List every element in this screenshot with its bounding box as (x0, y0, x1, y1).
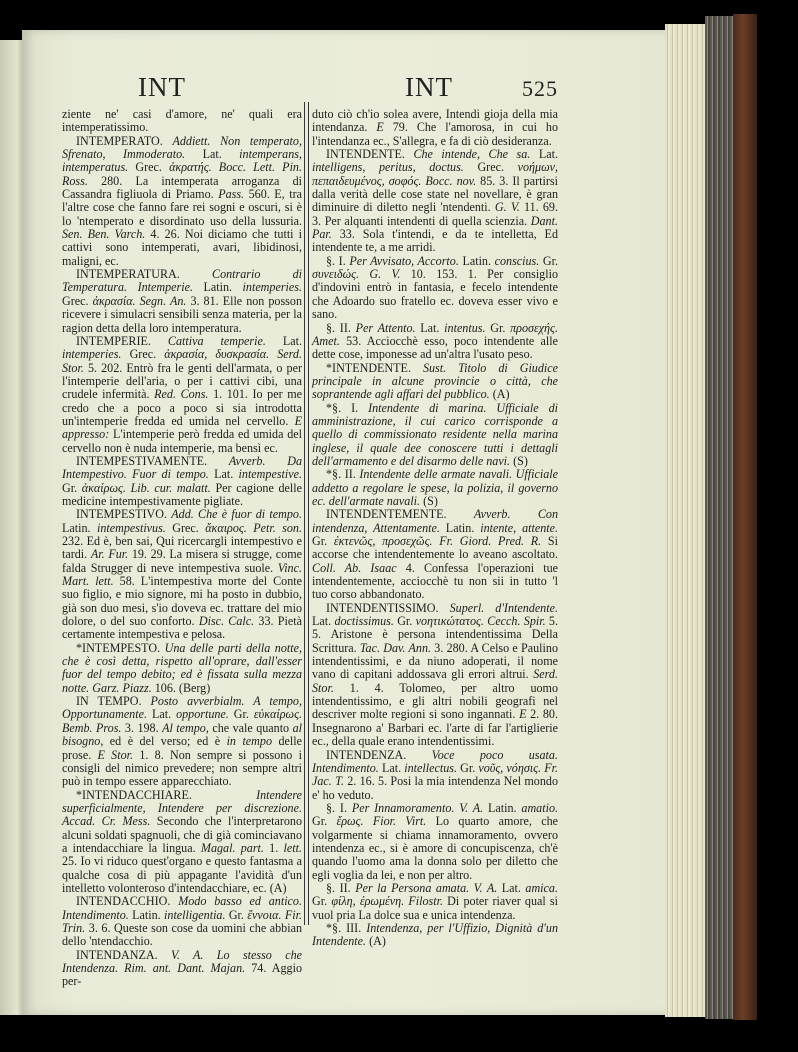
roman-text: *§. III. (326, 920, 367, 935)
roman-text: 232. Ed è, ben sai, Qui ricercargli intempestivo e tardi. (62, 534, 302, 562)
dictionary-entry (312, 802, 558, 882)
roman-text: (S) (420, 493, 438, 508)
italic-text: ἄκαιρος. Petr. son. (205, 520, 302, 535)
italic-text: E (376, 120, 384, 135)
page-number: 525 (522, 76, 558, 101)
dictionary-entry (312, 362, 558, 402)
italic-text: Intendente delle armate navali. Ufficiale addetto a regolare le spese, la polizia, il governo ec. dell'armate navali. (312, 467, 558, 508)
italic-text: amica. (525, 880, 558, 895)
italic-text: intempestivus. (96, 520, 166, 535)
dictionary-entry (62, 642, 302, 695)
dictionary-entry (62, 508, 302, 641)
roman-text: Lat. (497, 880, 526, 895)
dictionary-entry (62, 268, 302, 335)
roman-text: §. I. (326, 800, 352, 815)
italic-text: ἀκαίρως. Lib. cur. malatt. (81, 480, 211, 495)
roman-text: Lat. (378, 760, 405, 775)
italic-text: Addiett. Non temperato, Sfrenato, Immoderato. (62, 133, 302, 162)
roman-text: 3. 280. A Celso e Paulino intendentissimi, e da niuno adoperati, il nome vano di capitani addossava gli errori altrui. (312, 640, 558, 682)
italic-text: ἔννοια. Fir. Trin. (62, 907, 302, 935)
roman-text: 3. 198. (121, 720, 163, 735)
italic-text: Una delle parti della notte, che è così detta, rispetto all'oprare, dall'esser fuor del tempo debito; ed è fissata sulla mezza notte. Garz. Piazz. (62, 640, 302, 695)
roman-text: (A) (489, 387, 510, 402)
italic-text: Che intende, Che sa. (413, 147, 531, 162)
dictionary-entry (312, 468, 558, 508)
italic-text: Red. Cons. (154, 387, 209, 402)
roman-text: *INTEMPESTO. (76, 640, 165, 655)
dictionary-entry (62, 789, 302, 896)
previous-page-edge (0, 40, 24, 1015)
italic-text: Cattiva temperie. (167, 333, 266, 348)
italic-text: Contrario di Temperatura. Intemperie. (62, 267, 302, 295)
dictionary-entry (312, 882, 558, 922)
right-column (312, 108, 558, 949)
roman-text: Gr. (539, 253, 559, 268)
roman-text: 33. Pietà certamente intempestiva e pelosa. (62, 614, 302, 642)
roman-text: *§. I. (326, 400, 369, 415)
italic-text: opportune. (176, 707, 229, 722)
roman-text: Secondo che l'interpretarono alcuni soldati spagnuoli, che di già cominciavano a intendacchiare la lingua. (62, 814, 302, 855)
italic-text: νοήμων, πεπαιδευμένος, σοφός. Bocc. nov. (312, 160, 558, 188)
italic-text: Per la Persona amata. V. A. (355, 880, 498, 895)
italic-text: Per Attento. (355, 320, 416, 335)
dictionary-entry (312, 255, 558, 322)
italic-text: E (519, 707, 527, 722)
roman-text: 1. 101. Io per me credo che a poco a poco si sia introdotta un'intemperie fredda ed umida nel cervello. (62, 387, 302, 428)
roman-text: Grec. (165, 520, 206, 535)
roman-text: 5. 5. Aristone è persona intendentissima Della Scrittura. (312, 614, 558, 655)
roman-text: 106. (Berg) (151, 680, 211, 695)
roman-text: duto ciò ch'io solea avere, Intendi gioja della mia intendanza. (312, 107, 558, 135)
italic-text: Sust. Titolo di Giudice principale in alcune provincie o città, che soprantende agli affari del pubblico. (312, 360, 558, 402)
italic-text: Vinc. Mart. lett. (62, 560, 302, 589)
italic-text: φίλη, ἐρωμένη. Filostr. (331, 894, 443, 909)
roman-text: *INTENDACCHIARE. (76, 787, 257, 802)
roman-text: 2. 16. 5. Posi la mia intendenza Nel mondo e' ho veduto. (312, 774, 558, 802)
italic-text: Dant. Par. (312, 213, 558, 242)
roman-text: 33. Sola t'intendi, e da te intelletta, Ed intendente te, a me arridi. (312, 227, 558, 255)
italic-text: Avverb. Da Intempestivo. Fuor di tempo. (62, 453, 302, 482)
roman-text: INTENDANZA. (76, 947, 171, 962)
roman-text: Grec. (62, 293, 93, 308)
italic-text: Magal. part. (200, 840, 264, 855)
dictionary-entry (62, 895, 302, 948)
roman-text: INTENDACCHIO. (76, 894, 179, 909)
left-running-head: INT (138, 72, 186, 102)
italic-text: Posto avverbialm. A tempo, Opportunamente. (62, 694, 302, 722)
dictionary-entry (312, 749, 558, 802)
italic-text: Disc. Calc. (198, 614, 255, 629)
roman-text: 4. Confessa l'operazioni tue intendentemente, acciocchè tu non sii in tutto 'l tuo corso abbandonato. (312, 560, 558, 602)
roman-text: Per cagione delle medicine intempestivamente pigliate. (62, 480, 302, 508)
italic-text: εὐκαίρως. Bemb. Pros. (62, 707, 302, 735)
page-edges-dark (705, 16, 735, 1019)
roman-text: 560. E, tra l'altre cose che fanno fare rei sogni e oscuri, si è lo 'ntemperato e disordinato uso della lussuria. (62, 187, 302, 228)
italic-text: intentus. (444, 320, 486, 335)
left-column (62, 108, 302, 989)
italic-text: intemperies. (242, 280, 302, 295)
italic-text: in tempo (226, 734, 272, 749)
roman-text: INTENDENZA. (326, 747, 432, 762)
dictionary-entry (62, 108, 302, 135)
italic-text: doctissimus. (334, 614, 394, 629)
roman-text: *INTENDENTE. (326, 360, 423, 375)
italic-text: intemperies. (62, 347, 122, 362)
italic-text: intellectus. (404, 760, 457, 775)
roman-text: INTENDENTISSIMO. (326, 600, 450, 615)
column-divider (304, 102, 309, 925)
roman-text: Gr. (312, 534, 334, 548)
italic-text: ἀκρατής. Bocc. Lett. Pin. Ross. (62, 160, 302, 188)
italic-text: G. V. (494, 200, 520, 215)
roman-text: 1. 8. Non sempre si possono i consigli del nimico prevedere; non sempre altri può in tempo essere apparecchiato. (62, 747, 302, 789)
dictionary-entry (62, 455, 302, 508)
dictionary-entry (62, 949, 302, 989)
dictionary-entry (312, 322, 558, 362)
roman-text: Gr. (225, 907, 248, 922)
roman-text: che vale quanto (208, 720, 293, 735)
roman-text: 4. 26. Noi diciamo che tutti i cattivi sono intemperati, avari, libidinosi, maligni, ec. (62, 227, 303, 268)
italic-text: Intendente di marina. Ufficiale di amministrazione, il cui carico corrisponde a quello di commissionato residente nella marina inglese, il quale dee conoscere tutti i dettagli dell'armamento e del disarmo delle navi. (312, 400, 559, 468)
italic-text: intelligens, peritus, doctus. (312, 160, 464, 175)
italic-text: ἔρως. Fior. Virt. (336, 814, 427, 829)
roman-text: 2. 80. Insegnarono a' Barbari ec. l'arte di far l'artiglierie ec., della quale erano intendentissimi. (312, 707, 558, 749)
roman-text: Gr. (62, 480, 82, 495)
italic-text: Serd. Stor. (312, 667, 558, 695)
roman-text: 280. La intemperata arroganza di Cassandra figliuola di Priamo. (62, 173, 302, 202)
italic-text: Per Avvisato, Accorto. (349, 253, 459, 268)
roman-text: INTENDENTEMENTE. (326, 507, 474, 522)
italic-text: Modo basso ed antico. Intendimento. (62, 894, 302, 922)
roman-text: Latin. (458, 253, 495, 268)
italic-text: προσεχής. Amet. (312, 320, 558, 348)
italic-text: Intendenza, per l'Uffizio, Dignità d'un Intendente. (312, 920, 558, 949)
roman-text: Gr. (457, 760, 479, 775)
roman-text: Gr. (393, 614, 416, 629)
dictionary-entry (62, 695, 302, 788)
italic-text: ἀκρασία. Segn. An. (92, 293, 187, 308)
roman-text: INTENDENTE. (326, 147, 414, 162)
roman-text: Grec. (121, 347, 165, 362)
italic-text: Per Innamoramento. V. A. (351, 800, 484, 815)
dictionary-entry (312, 402, 558, 469)
roman-text: Lat. (415, 320, 445, 335)
dictionary-entry (312, 108, 558, 148)
roman-text: 3. 81. Elle non posson ricevere i simulacri sensibili senza materia, per la ragion detta della loro intemperatura. (62, 293, 302, 335)
roman-text: 5. 202. Entrò fra le genti dell'armata, o per l'intemperie dell'aria, o per i cattivi cibi, una crudele infermità. (62, 360, 302, 402)
roman-text: 1. (263, 840, 284, 855)
italic-text: Tac. Dav. Ann. (359, 640, 432, 655)
roman-text: 10. 153. 1. Per consiglio d'indovini entrò in fantasia, e fecelo intendente che Adoardo suo fratello ec. doveva esser vivo e sano. (312, 267, 558, 322)
roman-text: Grec. (128, 160, 170, 175)
roman-text: Si accorse che intendentemente lo aveano ascoltato. (312, 534, 559, 562)
roman-text: INTEMPESTIVO. (76, 507, 172, 522)
roman-text: Lat. (208, 467, 239, 482)
italic-text: intelligentia. (164, 907, 226, 922)
italic-text: Voce poco usata. Intendimento. (312, 747, 558, 775)
roman-text: 53. Acciocchè esso, poco intendente alle dette cose, imponesse ad un'altra l'usato peso. (312, 333, 558, 362)
italic-text: συνειδώς. G. V. (312, 267, 401, 282)
roman-text: Latin. (128, 907, 165, 922)
italic-text: Ar. Fur. (90, 547, 129, 562)
roman-text: Gr. (312, 894, 332, 909)
italic-text: Coll. Ab. Isaac (312, 560, 397, 575)
roman-text: (A) (366, 934, 386, 949)
italic-text: Superl. d'Intendente. (449, 600, 558, 615)
dictionary-entry (62, 135, 302, 268)
roman-text: ziente ne' casi d'amore, ne' quali era intemperatissimo. (62, 107, 302, 135)
dictionary-entry (312, 922, 558, 949)
roman-text: Lat. (185, 147, 240, 162)
roman-text: 74. Aggio per- (62, 961, 302, 989)
roman-text: Latin. (62, 520, 97, 535)
italic-text: intempestive. (238, 467, 302, 482)
italic-text: ἐκτενῶς, προσεχῶς. Fr. Giord. Pred. R. (333, 534, 542, 548)
roman-text: §. II. (326, 880, 356, 895)
right-running-head: INT (405, 72, 453, 102)
roman-text: 79. Che l'amorosa, in cui ho l'intendanza ec., S'allegra, e fa di ciò desideranza. (312, 120, 558, 148)
italic-text: V. A. Lo stesso che Intendenza. Rim. ant. Dant. Majan. (62, 947, 302, 975)
dictionary-entry (312, 508, 558, 601)
roman-text: 1. 4. Tolomeo, per altro uomo intendentissimo, e gli altri nobili geografi nel descriver molte regioni si sono ingannati. (312, 680, 558, 722)
roman-text: 58. L'intempestiva morte del Conte suo figlio, e mio signore, mi ha posto in dubbio, già son duo mesi, s'io doveva ec. trattare del mio dolore, o del suo conforto. (62, 574, 302, 629)
italic-text: al bisogno (62, 720, 302, 749)
dictionary-entry (312, 148, 558, 255)
roman-text: 25. Io vi riduco quest'organo e questo fantasma a qualche cosa di più appagante l'avidità d'un intelletto volonteroso d'intendacchiare, ec. (A) (62, 854, 302, 895)
roman-text: , ed è del verso; ed è (100, 734, 227, 749)
dictionary-entry (62, 335, 302, 455)
roman-text: Lat. (312, 614, 335, 629)
roman-text: 3. 6. Queste son cose da uomini che abbian dello 'ntendacchio. (62, 920, 302, 949)
roman-text: Lat. (265, 333, 302, 348)
italic-text: E appresso: (62, 413, 302, 442)
roman-text: Latin. (192, 280, 243, 295)
roman-text: *§. II. (326, 467, 360, 482)
italic-text: intemperans, intemperatus. (62, 147, 302, 175)
roman-text: IN TEMPO. (76, 694, 151, 709)
roman-text: §. I. (326, 253, 350, 268)
italic-text: intente, attente. (480, 520, 559, 535)
roman-text: Lat. (146, 707, 177, 722)
roman-text: §. II. (326, 320, 356, 335)
italic-text: Intendere superficialmente, Intendere per discrezione. Accad. Cr. Mess. (62, 787, 302, 829)
italic-text: νοητικώτατος. Cecch. Spir. (415, 614, 546, 629)
italic-text: Avverb. Con intendenza, Attentamente. (312, 507, 558, 535)
roman-text: INTEMPERIE. (76, 333, 168, 348)
roman-text: (S) (510, 453, 528, 468)
book-cover-edge (733, 14, 757, 1020)
roman-text: Gr. (228, 707, 254, 722)
roman-text: Gr. (485, 320, 511, 335)
italic-text: Sen. Ben. Varch. (62, 227, 146, 242)
roman-text: Di poter riaver qual si vuol pria La dolce sua e unica intendenza. (312, 894, 558, 922)
italic-text: νοῦς, νόησις. Fr. Jac. T. (312, 760, 559, 789)
roman-text: 19. 29. La misera si strugge, come falda Strugger di neve intempestiva suole. (62, 547, 302, 575)
roman-text: INTEMPESTIVAMENTE. (76, 453, 229, 468)
roman-text: 85. 3. Il partirsi dalla verità delle cose state nel novellare, è gran diminuire di diletto negli 'ntendenti. (312, 173, 558, 215)
page-edges-stack (665, 24, 707, 1017)
italic-text: Pass. (218, 187, 245, 202)
italic-text: lett. (283, 840, 302, 855)
italic-text: Add. Che è fuor di tempo. (171, 507, 302, 522)
roman-text: INTEMPERATURA. (76, 267, 212, 282)
roman-text: Latin. (483, 800, 522, 815)
roman-text: Latin. (439, 520, 481, 535)
italic-text: Al tempo, (162, 720, 209, 735)
roman-text: Grec. (463, 160, 518, 175)
dictionary-entry (312, 602, 558, 749)
roman-text: Gr. (312, 814, 337, 829)
italic-text: conscius. (494, 253, 540, 268)
roman-text: 11. 69. 3. Per alquanti intendenti di quella scienzia. (312, 200, 558, 228)
italic-text: E Stor. (97, 747, 134, 762)
roman-text: L'intemperie però fredda ed umida del cervello non è nuda intemperie, ma bensì ec. (62, 427, 302, 455)
roman-text: Lat. (530, 147, 558, 162)
italic-text: amatio. (521, 800, 559, 815)
italic-text: ἀκρασία, δυσκρασία. Serd. Stor. (62, 347, 302, 375)
roman-text: Lo quarto amore, che volgarmente si chiama innamoramento, ovvero intendenza ec., si è amore di concupiscenza, ch'è quando l'uomo ama la donna solo per diletto che egli voglia da lei, e non per altro. (312, 814, 558, 882)
roman-text: INTEMPERATO. (76, 133, 173, 148)
roman-text: delle prose. (62, 734, 302, 762)
